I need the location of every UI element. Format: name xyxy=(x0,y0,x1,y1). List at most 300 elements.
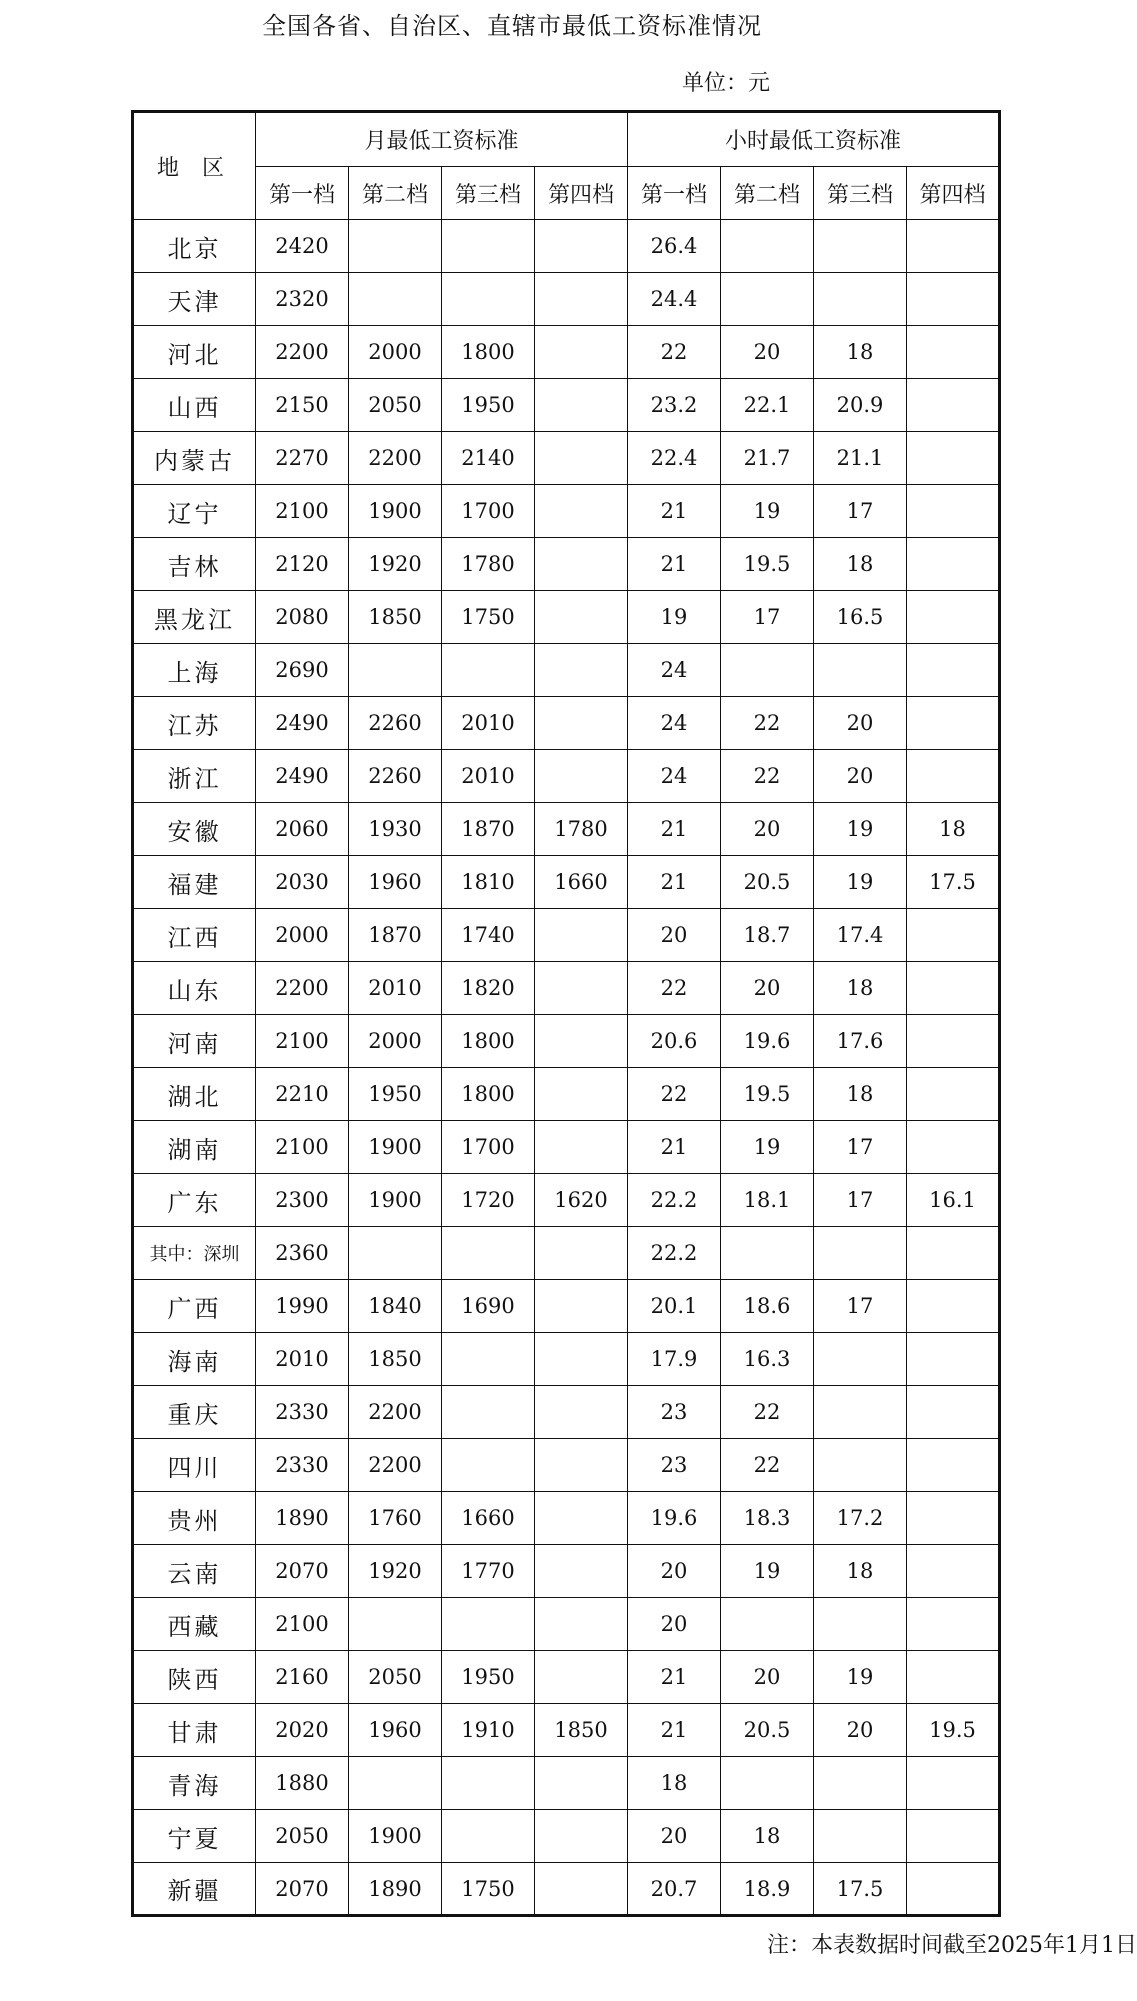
region-cell: 上海 xyxy=(133,644,256,697)
hourly-tier-3-cell: 16.5 xyxy=(814,591,907,644)
monthly-tier-1-cell: 2020 xyxy=(256,1704,349,1757)
monthly-tier-2-cell: 2260 xyxy=(349,697,442,750)
hourly-tier-2-cell: 18.9 xyxy=(721,1863,814,1916)
monthly-tier-1-cell: 1880 xyxy=(256,1757,349,1810)
unit-label: 单位：元 xyxy=(682,71,771,96)
min-wage-table xyxy=(131,110,1001,1917)
hourly-tier-3-cell: 20 xyxy=(814,697,907,750)
monthly-tier-2-cell: 1900 xyxy=(349,1121,442,1174)
monthly-tier-3-cell xyxy=(442,1439,535,1492)
header-row-groups xyxy=(133,112,1000,167)
monthly-tier-4-header: 第四档 xyxy=(535,167,628,220)
hourly-tier-3-cell xyxy=(814,1810,907,1863)
hourly-tier-1-cell: 21 xyxy=(628,1121,721,1174)
region-cell: 四川 xyxy=(133,1439,256,1492)
monthly-tier-3-cell: 1700 xyxy=(442,1121,535,1174)
monthly-tier-1-cell: 2200 xyxy=(256,962,349,1015)
region-cell: 陕西 xyxy=(133,1651,256,1704)
hourly-tier-2-cell: 22 xyxy=(721,750,814,803)
monthly-tier-4-cell xyxy=(535,273,628,326)
hourly-tier-1-cell: 24 xyxy=(628,644,721,697)
table-row xyxy=(133,220,1000,273)
hourly-tier-1-cell: 22.2 xyxy=(628,1227,721,1280)
monthly-tier-4-cell xyxy=(535,1863,628,1916)
hourly-tier-2-cell: 20 xyxy=(721,1651,814,1704)
region-cell: 内蒙古 xyxy=(133,432,256,485)
table-body xyxy=(133,220,1000,1916)
monthly-tier-1-cell: 2210 xyxy=(256,1068,349,1121)
monthly-tier-4-cell xyxy=(535,220,628,273)
hourly-header: 小时最低工资标准 xyxy=(628,112,1000,167)
table-row xyxy=(133,1174,1000,1227)
hourly-tier-1-cell: 24 xyxy=(628,697,721,750)
hourly-tier-1-cell: 20.6 xyxy=(628,1015,721,1068)
monthly-tier-4-cell: 1660 xyxy=(535,856,628,909)
hourly-tier-1-cell: 24 xyxy=(628,750,721,803)
monthly-tier-3-cell xyxy=(442,273,535,326)
monthly-tier-3-cell: 1800 xyxy=(442,326,535,379)
region-cell: 云南 xyxy=(133,1545,256,1598)
monthly-tier-1-cell: 2490 xyxy=(256,750,349,803)
hourly-tier-1-cell: 21 xyxy=(628,1704,721,1757)
monthly-tier-3-cell: 2010 xyxy=(442,750,535,803)
monthly-tier-1-cell: 2200 xyxy=(256,326,349,379)
hourly-tier-4-cell xyxy=(907,909,1000,962)
monthly-tier-2-cell: 1900 xyxy=(349,485,442,538)
monthly-tier-3-cell xyxy=(442,1333,535,1386)
hourly-tier-1-cell: 23.2 xyxy=(628,379,721,432)
table-row xyxy=(133,1068,1000,1121)
region-cell: 青海 xyxy=(133,1757,256,1810)
header-row-tiers xyxy=(133,167,1000,220)
hourly-tier-4-cell xyxy=(907,220,1000,273)
monthly-tier-1-cell: 2330 xyxy=(256,1439,349,1492)
table-row xyxy=(133,432,1000,485)
monthly-tier-2-cell: 1960 xyxy=(349,1704,442,1757)
monthly-tier-1-cell: 2000 xyxy=(256,909,349,962)
table-row xyxy=(133,273,1000,326)
monthly-tier-3-cell: 1950 xyxy=(442,1651,535,1704)
hourly-tier-1-cell: 26.4 xyxy=(628,220,721,273)
monthly-tier-2-cell: 1920 xyxy=(349,538,442,591)
hourly-tier-2-cell: 20 xyxy=(721,803,814,856)
monthly-tier-1-cell: 2080 xyxy=(256,591,349,644)
hourly-tier-3-cell: 17.4 xyxy=(814,909,907,962)
hourly-tier-3-cell xyxy=(814,1598,907,1651)
monthly-tier-2-cell: 2000 xyxy=(349,1015,442,1068)
monthly-tier-2-header: 第二档 xyxy=(349,167,442,220)
monthly-tier-4-cell xyxy=(535,591,628,644)
region-cell: 吉林 xyxy=(133,538,256,591)
footnote: 注：本表数据时间截至2025年1月1日 xyxy=(767,1933,1137,1958)
hourly-tier-4-cell xyxy=(907,485,1000,538)
hourly-tier-3-cell xyxy=(814,220,907,273)
monthly-tier-1-cell: 2320 xyxy=(256,273,349,326)
monthly-tier-4-cell xyxy=(535,750,628,803)
table-row xyxy=(133,1386,1000,1439)
hourly-tier-2-cell: 22 xyxy=(721,697,814,750)
hourly-tier-2-cell: 18 xyxy=(721,1810,814,1863)
monthly-tier-4-cell xyxy=(535,1227,628,1280)
hourly-tier-3-cell xyxy=(814,1333,907,1386)
hourly-tier-2-cell: 22 xyxy=(721,1439,814,1492)
region-cell: 北京 xyxy=(133,220,256,273)
monthly-tier-1-cell: 2360 xyxy=(256,1227,349,1280)
monthly-tier-2-cell: 1920 xyxy=(349,1545,442,1598)
hourly-tier-3-cell: 18 xyxy=(814,962,907,1015)
hourly-tier-4-cell xyxy=(907,1863,1000,1916)
hourly-tier-2-cell: 18.6 xyxy=(721,1280,814,1333)
monthly-tier-1-cell: 2100 xyxy=(256,1598,349,1651)
hourly-tier-2-cell: 22.1 xyxy=(721,379,814,432)
hourly-tier-4-cell xyxy=(907,1068,1000,1121)
monthly-tier-2-cell: 1760 xyxy=(349,1492,442,1545)
hourly-tier-4-cell xyxy=(907,962,1000,1015)
table-row xyxy=(133,962,1000,1015)
monthly-tier-3-cell: 1820 xyxy=(442,962,535,1015)
hourly-tier-1-cell: 21 xyxy=(628,803,721,856)
monthly-tier-1-cell: 2120 xyxy=(256,538,349,591)
hourly-tier-2-cell: 20 xyxy=(721,962,814,1015)
monthly-tier-2-cell: 1840 xyxy=(349,1280,442,1333)
monthly-tier-2-cell xyxy=(349,1598,442,1651)
monthly-tier-4-cell xyxy=(535,326,628,379)
hourly-tier-4-cell xyxy=(907,1810,1000,1863)
monthly-tier-3-cell: 1800 xyxy=(442,1068,535,1121)
document-title: 全国各省、自治区、直辖市最低工资标准情况 xyxy=(262,12,762,40)
region-cell: 其中：深圳 xyxy=(133,1227,256,1280)
monthly-tier-2-cell xyxy=(349,1227,442,1280)
hourly-tier-3-cell xyxy=(814,1439,907,1492)
hourly-tier-1-cell: 23 xyxy=(628,1386,721,1439)
hourly-tier-3-cell xyxy=(814,1386,907,1439)
monthly-tier-4-cell xyxy=(535,1121,628,1174)
monthly-tier-1-cell: 2330 xyxy=(256,1386,349,1439)
hourly-tier-1-header: 第一档 xyxy=(628,167,721,220)
table-row xyxy=(133,379,1000,432)
hourly-tier-2-cell: 18.1 xyxy=(721,1174,814,1227)
hourly-tier-2-cell: 22 xyxy=(721,1386,814,1439)
table-row xyxy=(133,1757,1000,1810)
monthly-tier-3-cell: 1720 xyxy=(442,1174,535,1227)
hourly-tier-1-cell: 21 xyxy=(628,538,721,591)
monthly-tier-3-cell: 1690 xyxy=(442,1280,535,1333)
monthly-tier-1-cell: 2060 xyxy=(256,803,349,856)
hourly-tier-2-cell xyxy=(721,1757,814,1810)
table-row xyxy=(133,1863,1000,1916)
monthly-tier-3-cell: 1810 xyxy=(442,856,535,909)
hourly-tier-4-cell xyxy=(907,1227,1000,1280)
monthly-tier-4-cell xyxy=(535,697,628,750)
table-row xyxy=(133,1651,1000,1704)
monthly-tier-1-cell: 2490 xyxy=(256,697,349,750)
monthly-tier-4-cell xyxy=(535,909,628,962)
table-row xyxy=(133,1227,1000,1280)
hourly-tier-2-cell: 18.3 xyxy=(721,1492,814,1545)
hourly-tier-3-cell: 17 xyxy=(814,1280,907,1333)
hourly-tier-2-cell: 19.5 xyxy=(721,538,814,591)
monthly-tier-1-cell: 2100 xyxy=(256,1015,349,1068)
monthly-tier-4-cell xyxy=(535,1386,628,1439)
monthly-tier-2-cell: 2200 xyxy=(349,1439,442,1492)
monthly-tier-4-cell xyxy=(535,1280,628,1333)
hourly-tier-3-cell: 17.2 xyxy=(814,1492,907,1545)
monthly-tier-1-cell: 2010 xyxy=(256,1333,349,1386)
monthly-tier-3-cell: 1660 xyxy=(442,1492,535,1545)
hourly-tier-4-cell xyxy=(907,1651,1000,1704)
hourly-tier-3-cell: 21.1 xyxy=(814,432,907,485)
hourly-tier-4-header: 第四档 xyxy=(907,167,1000,220)
region-cell: 河南 xyxy=(133,1015,256,1068)
hourly-tier-4-cell xyxy=(907,379,1000,432)
hourly-tier-2-cell: 20.5 xyxy=(721,856,814,909)
monthly-tier-1-cell: 2100 xyxy=(256,1121,349,1174)
monthly-tier-3-cell xyxy=(442,1810,535,1863)
region-cell: 甘肃 xyxy=(133,1704,256,1757)
hourly-tier-2-cell: 19.6 xyxy=(721,1015,814,1068)
region-cell: 天津 xyxy=(133,273,256,326)
table-row xyxy=(133,1545,1000,1598)
monthly-tier-1-cell: 2100 xyxy=(256,485,349,538)
monthly-tier-2-cell: 1960 xyxy=(349,856,442,909)
region-header: 地 区 xyxy=(133,112,256,220)
hourly-tier-4-cell: 16.1 xyxy=(907,1174,1000,1227)
monthly-tier-3-header: 第三档 xyxy=(442,167,535,220)
monthly-tier-3-cell: 1910 xyxy=(442,1704,535,1757)
hourly-tier-4-cell: 18 xyxy=(907,803,1000,856)
hourly-tier-2-cell: 17 xyxy=(721,591,814,644)
hourly-tier-1-cell: 20.7 xyxy=(628,1863,721,1916)
monthly-tier-4-cell xyxy=(535,644,628,697)
hourly-tier-3-cell: 17.5 xyxy=(814,1863,907,1916)
monthly-tier-2-cell xyxy=(349,1757,442,1810)
hourly-tier-4-cell xyxy=(907,1757,1000,1810)
hourly-tier-4-cell xyxy=(907,326,1000,379)
monthly-tier-3-cell: 1870 xyxy=(442,803,535,856)
hourly-tier-4-cell xyxy=(907,1439,1000,1492)
monthly-tier-4-cell xyxy=(535,962,628,1015)
monthly-tier-2-cell xyxy=(349,273,442,326)
hourly-tier-2-cell xyxy=(721,273,814,326)
hourly-tier-1-cell: 20 xyxy=(628,1598,721,1651)
region-cell: 山西 xyxy=(133,379,256,432)
monthly-tier-3-cell: 1950 xyxy=(442,379,535,432)
hourly-tier-4-cell: 19.5 xyxy=(907,1704,1000,1757)
monthly-tier-1-cell: 2300 xyxy=(256,1174,349,1227)
monthly-tier-3-cell: 2010 xyxy=(442,697,535,750)
region-cell: 江苏 xyxy=(133,697,256,750)
hourly-tier-4-cell xyxy=(907,1280,1000,1333)
hourly-tier-3-cell xyxy=(814,273,907,326)
region-cell: 广东 xyxy=(133,1174,256,1227)
monthly-tier-1-cell: 2030 xyxy=(256,856,349,909)
hourly-tier-1-cell: 19 xyxy=(628,591,721,644)
monthly-tier-2-cell: 2200 xyxy=(349,432,442,485)
hourly-tier-2-cell: 19 xyxy=(721,485,814,538)
hourly-tier-1-cell: 22 xyxy=(628,326,721,379)
hourly-tier-1-cell: 20 xyxy=(628,1810,721,1863)
hourly-tier-1-cell: 22.4 xyxy=(628,432,721,485)
hourly-tier-3-cell: 18 xyxy=(814,1545,907,1598)
table-row xyxy=(133,1704,1000,1757)
region-cell: 浙江 xyxy=(133,750,256,803)
hourly-tier-2-cell: 21.7 xyxy=(721,432,814,485)
region-cell: 辽宁 xyxy=(133,485,256,538)
hourly-tier-3-cell: 19 xyxy=(814,803,907,856)
region-cell: 广西 xyxy=(133,1280,256,1333)
monthly-tier-3-cell: 1750 xyxy=(442,1863,535,1916)
hourly-tier-1-cell: 23 xyxy=(628,1439,721,1492)
table-row xyxy=(133,1280,1000,1333)
hourly-tier-3-cell: 17.6 xyxy=(814,1015,907,1068)
region-cell: 宁夏 xyxy=(133,1810,256,1863)
hourly-tier-3-cell: 17 xyxy=(814,1174,907,1227)
hourly-tier-3-cell: 20 xyxy=(814,750,907,803)
hourly-tier-4-cell xyxy=(907,1545,1000,1598)
monthly-tier-4-cell xyxy=(535,1492,628,1545)
hourly-tier-1-cell: 18 xyxy=(628,1757,721,1810)
hourly-tier-1-cell: 20.1 xyxy=(628,1280,721,1333)
monthly-tier-4-cell xyxy=(535,1757,628,1810)
monthly-tier-4-cell xyxy=(535,1598,628,1651)
hourly-tier-4-cell xyxy=(907,1598,1000,1651)
monthly-tier-2-cell: 1930 xyxy=(349,803,442,856)
hourly-tier-4-cell xyxy=(907,750,1000,803)
monthly-tier-1-cell: 2420 xyxy=(256,220,349,273)
hourly-tier-3-cell: 17 xyxy=(814,1121,907,1174)
hourly-tier-4-cell xyxy=(907,432,1000,485)
monthly-tier-1-cell: 2150 xyxy=(256,379,349,432)
monthly-tier-2-cell: 1950 xyxy=(349,1068,442,1121)
region-cell: 贵州 xyxy=(133,1492,256,1545)
table-row xyxy=(133,1492,1000,1545)
table-row xyxy=(133,485,1000,538)
monthly-tier-1-cell: 2070 xyxy=(256,1545,349,1598)
monthly-tier-1-cell: 1990 xyxy=(256,1280,349,1333)
region-cell: 新疆 xyxy=(133,1863,256,1916)
hourly-tier-4-cell xyxy=(907,591,1000,644)
hourly-tier-4-cell xyxy=(907,1386,1000,1439)
region-cell: 海南 xyxy=(133,1333,256,1386)
monthly-tier-4-cell xyxy=(535,1333,628,1386)
monthly-tier-3-cell xyxy=(442,1227,535,1280)
monthly-tier-3-cell xyxy=(442,1386,535,1439)
monthly-tier-3-cell xyxy=(442,1757,535,1810)
monthly-tier-4-cell xyxy=(535,1439,628,1492)
region-cell: 湖北 xyxy=(133,1068,256,1121)
region-cell: 山东 xyxy=(133,962,256,1015)
hourly-tier-3-cell: 18 xyxy=(814,538,907,591)
region-cell: 重庆 xyxy=(133,1386,256,1439)
monthly-tier-1-cell: 2160 xyxy=(256,1651,349,1704)
monthly-tier-3-cell xyxy=(442,1598,535,1651)
region-cell: 湖南 xyxy=(133,1121,256,1174)
region-cell: 河北 xyxy=(133,326,256,379)
table-row xyxy=(133,1810,1000,1863)
monthly-tier-2-cell: 1900 xyxy=(349,1810,442,1863)
hourly-tier-2-cell xyxy=(721,1598,814,1651)
hourly-tier-3-cell: 19 xyxy=(814,856,907,909)
monthly-tier-4-cell xyxy=(535,485,628,538)
table-row xyxy=(133,538,1000,591)
monthly-tier-2-cell: 1850 xyxy=(349,1333,442,1386)
monthly-tier-3-cell: 1750 xyxy=(442,591,535,644)
table-row xyxy=(133,326,1000,379)
hourly-tier-1-cell: 24.4 xyxy=(628,273,721,326)
hourly-tier-1-cell: 22 xyxy=(628,1068,721,1121)
hourly-tier-4-cell xyxy=(907,538,1000,591)
monthly-tier-4-cell xyxy=(535,379,628,432)
table-row xyxy=(133,644,1000,697)
monthly-tier-4-cell: 1780 xyxy=(535,803,628,856)
monthly-tier-1-header: 第一档 xyxy=(256,167,349,220)
monthly-tier-2-cell: 1850 xyxy=(349,591,442,644)
region-cell: 西藏 xyxy=(133,1598,256,1651)
region-cell: 福建 xyxy=(133,856,256,909)
hourly-tier-2-cell: 16.3 xyxy=(721,1333,814,1386)
monthly-tier-4-cell: 1620 xyxy=(535,1174,628,1227)
hourly-tier-1-cell: 22.2 xyxy=(628,1174,721,1227)
hourly-tier-2-header: 第二档 xyxy=(721,167,814,220)
region-cell: 黑龙江 xyxy=(133,591,256,644)
hourly-tier-2-cell: 20.5 xyxy=(721,1704,814,1757)
hourly-tier-1-cell: 21 xyxy=(628,1651,721,1704)
hourly-tier-3-cell xyxy=(814,1227,907,1280)
monthly-tier-1-cell: 2270 xyxy=(256,432,349,485)
hourly-tier-3-header: 第三档 xyxy=(814,167,907,220)
hourly-tier-4-cell: 17.5 xyxy=(907,856,1000,909)
monthly-tier-2-cell: 2260 xyxy=(349,750,442,803)
monthly-tier-2-cell: 2010 xyxy=(349,962,442,1015)
monthly-tier-1-cell: 1890 xyxy=(256,1492,349,1545)
monthly-tier-3-cell: 2140 xyxy=(442,432,535,485)
hourly-tier-3-cell: 20.9 xyxy=(814,379,907,432)
hourly-tier-2-cell: 18.7 xyxy=(721,909,814,962)
monthly-tier-4-cell xyxy=(535,538,628,591)
monthly-tier-4-cell xyxy=(535,1545,628,1598)
hourly-tier-3-cell xyxy=(814,644,907,697)
monthly-tier-3-cell xyxy=(442,220,535,273)
table-row xyxy=(133,1598,1000,1651)
monthly-tier-3-cell: 1800 xyxy=(442,1015,535,1068)
region-cell: 安徽 xyxy=(133,803,256,856)
monthly-tier-1-cell: 2050 xyxy=(256,1810,349,1863)
monthly-tier-3-cell: 1740 xyxy=(442,909,535,962)
table-row xyxy=(133,750,1000,803)
monthly-tier-2-cell: 2050 xyxy=(349,1651,442,1704)
table-row xyxy=(133,909,1000,962)
hourly-tier-2-cell xyxy=(721,1227,814,1280)
hourly-tier-3-cell: 20 xyxy=(814,1704,907,1757)
monthly-tier-2-cell xyxy=(349,220,442,273)
hourly-tier-4-cell xyxy=(907,1492,1000,1545)
hourly-tier-1-cell: 21 xyxy=(628,856,721,909)
hourly-tier-1-cell: 17.9 xyxy=(628,1333,721,1386)
hourly-tier-4-cell xyxy=(907,1015,1000,1068)
hourly-tier-4-cell xyxy=(907,1121,1000,1174)
monthly-tier-4-cell xyxy=(535,432,628,485)
hourly-tier-3-cell: 18 xyxy=(814,326,907,379)
hourly-tier-1-cell: 20 xyxy=(628,909,721,962)
hourly-tier-2-cell: 20 xyxy=(721,326,814,379)
hourly-tier-3-cell: 17 xyxy=(814,485,907,538)
monthly-tier-2-cell: 1900 xyxy=(349,1174,442,1227)
monthly-header: 月最低工资标准 xyxy=(256,112,628,167)
hourly-tier-3-cell: 18 xyxy=(814,1068,907,1121)
monthly-tier-4-cell xyxy=(535,1068,628,1121)
table-row xyxy=(133,1121,1000,1174)
monthly-tier-2-cell: 2050 xyxy=(349,379,442,432)
